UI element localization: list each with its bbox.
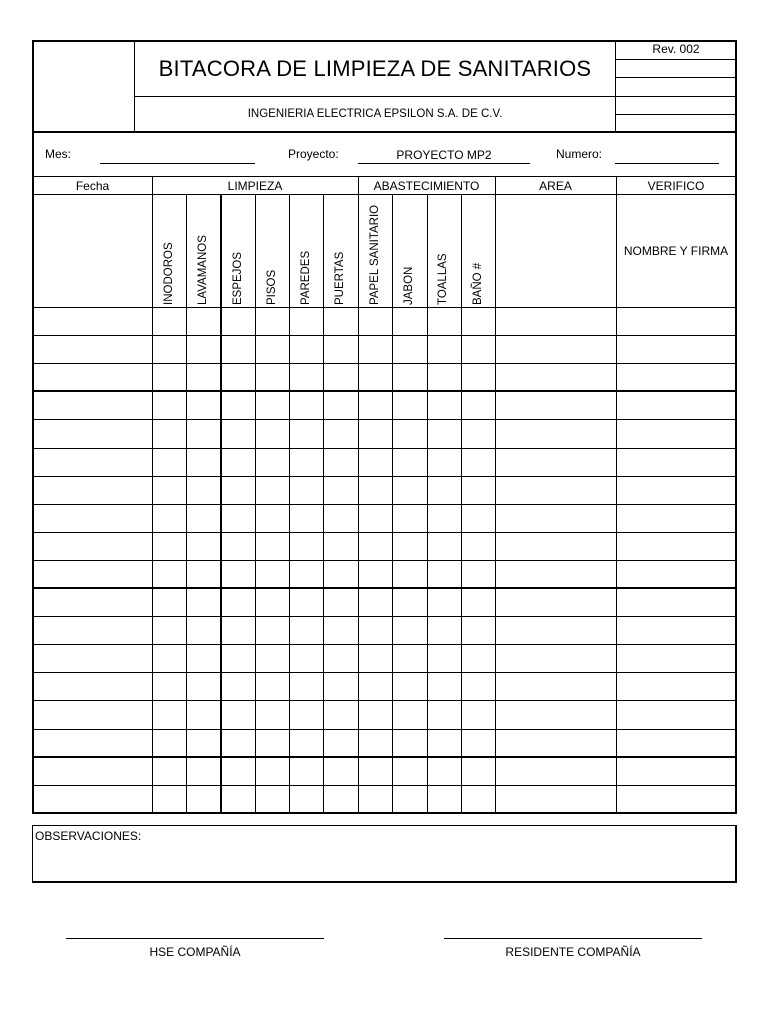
col-bano-numero: BAÑO # <box>472 262 484 305</box>
col-header-limpieza: LIMPIEZA <box>227 179 283 193</box>
table-row[interactable] <box>34 561 735 588</box>
table-row[interactable] <box>34 364 735 391</box>
table-grid-line <box>735 176 737 814</box>
table-row[interactable] <box>34 701 735 728</box>
col-inodoros: INODOROS <box>163 242 175 305</box>
table-row[interactable] <box>34 533 735 560</box>
col-papel-sanitario: PAPEL SANITARIO <box>369 204 381 305</box>
numero-field[interactable] <box>615 163 719 164</box>
page-title: BITACORA DE LIMPIEZA DE SANITARIOS <box>158 56 592 81</box>
table-row[interactable] <box>34 617 735 644</box>
table-row[interactable] <box>34 505 735 532</box>
revision-label: Rev. 002 <box>652 42 700 56</box>
table-row[interactable] <box>34 645 735 672</box>
table-row[interactable] <box>34 420 735 447</box>
mes-label: Mes: <box>45 147 72 161</box>
table-row[interactable] <box>34 336 735 363</box>
col-header-area: AREA <box>539 179 572 193</box>
table-row[interactable] <box>34 786 735 813</box>
col-header-abastecimiento: ABASTECIMIENTO <box>373 179 480 193</box>
table-row[interactable] <box>34 308 735 335</box>
table-row[interactable] <box>34 758 735 785</box>
mes-field[interactable] <box>100 163 255 164</box>
table-grid-line <box>32 176 737 177</box>
table-grid-line <box>32 194 737 195</box>
col-puertas: PUERTAS <box>334 251 346 305</box>
signature-line-left[interactable] <box>66 938 324 939</box>
table-row[interactable] <box>34 449 735 476</box>
signature-label-left: HSE COMPAÑÍA <box>149 945 241 959</box>
numero-label: Numero: <box>556 147 603 161</box>
col-toallas: TOALLAS <box>437 253 449 305</box>
col-nombre-y-firma: NOMBRE Y FIRMA <box>623 244 729 258</box>
col-header-fecha: Fecha <box>75 179 110 193</box>
col-paredes: PAREDES <box>300 250 312 305</box>
table-row[interactable] <box>34 673 735 700</box>
col-jabon: JABON <box>403 266 415 305</box>
proyecto-field[interactable] <box>358 163 530 164</box>
table-row[interactable] <box>34 589 735 616</box>
col-pisos: PISOS <box>266 269 278 305</box>
signature-label-right: RESIDENTE COMPAÑÍA <box>505 945 641 959</box>
proyecto-label: Proyecto: <box>288 147 339 161</box>
table-row[interactable] <box>34 730 735 757</box>
table-row[interactable] <box>34 477 735 504</box>
col-espejos: ESPEJOS <box>232 251 244 305</box>
observaciones-label: OBSERVACIONES: <box>35 829 142 843</box>
signature-line-right[interactable] <box>444 938 702 939</box>
col-header-verifico: VERIFICO <box>647 179 705 193</box>
logo-area <box>34 42 134 131</box>
proyecto-value: PROYECTO MP2 <box>396 148 492 162</box>
company-name: INGENIERIA ELECTRICA EPSILON S.A. DE C.V. <box>247 108 503 120</box>
table-row[interactable] <box>34 392 735 419</box>
col-lavamanos: LAVAMANOS <box>197 235 209 305</box>
